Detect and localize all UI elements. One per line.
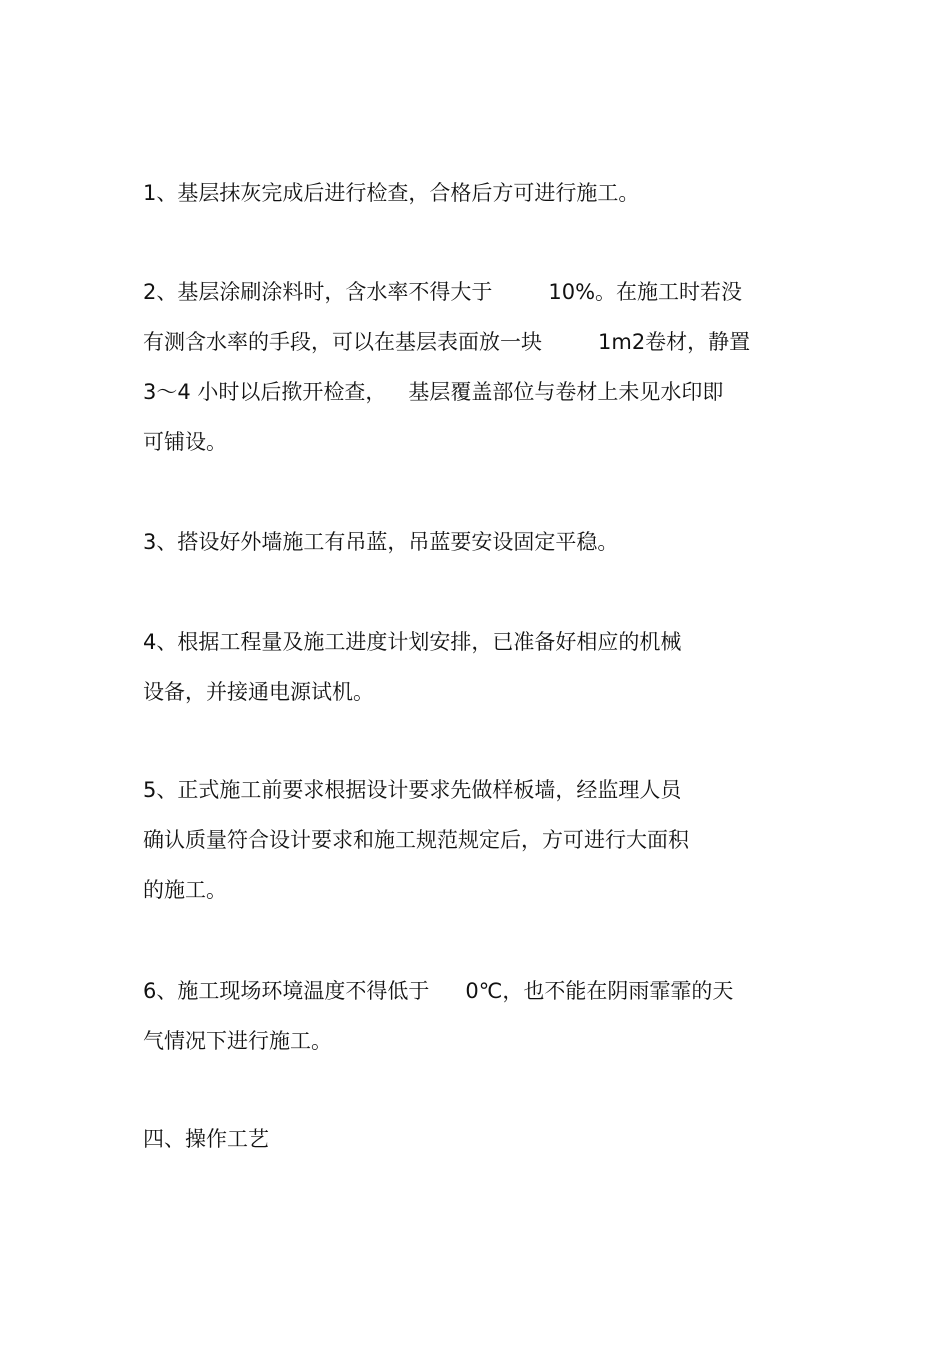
- item-5-line-1: 5、正式施工前要求根据设计要求先做样板墙，经监理人员: [143, 778, 682, 802]
- item-6-line-1-part-a: 6、施工现场环境温度不得低于: [143, 979, 430, 1003]
- item-5-line-3: 的施工。: [143, 878, 227, 902]
- item-6-line-1-part-b: 0℃，也不能在阴雨霏霏的天: [465, 979, 734, 1003]
- item-3-line-1: 3、搭设好外墙施工有吊蓝，吊蓝要安设固定平稳。: [143, 530, 619, 554]
- item-2-line-1-part-a: 2、基层涂刷涂料时，含水率不得大于: [143, 280, 493, 304]
- item-2-line-3: [143, 377, 723, 407]
- section-heading: 四、操作工艺: [143, 1127, 269, 1151]
- item-4-line-2: 设备，并接通电源试机。: [143, 680, 374, 704]
- item-2-line-1-part-b: 10%。在施工时若没: [548, 280, 743, 304]
- item-4-line-1: 4、根据工程量及施工进度计划安排，已准备好相应的机械: [143, 630, 682, 654]
- item-2-line-2-part-a: 有测含水率的手段，可以在基层表面放一块: [143, 330, 542, 354]
- item-5-line-2: 确认质量符合设计要求和施工规范规定后，方可进行大面积: [143, 828, 689, 852]
- item-6-line-2: 气情况下进行施工。: [143, 1029, 332, 1053]
- item-6-line-1: [143, 976, 733, 1006]
- item-1-line-1: 1、基层抹灰完成后进行检查，合格后方可进行施工。: [143, 181, 640, 205]
- item-2-line-4: 可铺设。: [143, 430, 227, 454]
- item-2-line-3-part-a: 3～4 小时以后揿开检查，: [143, 380, 387, 404]
- item-2-line-1: [143, 277, 742, 307]
- item-2-line-2-part-b: 1m2卷材，静置: [598, 330, 751, 354]
- item-2-line-2: [143, 327, 750, 357]
- item-2-line-3-part-b: 基层覆盖部位与卷材上未见水印即: [408, 380, 724, 404]
